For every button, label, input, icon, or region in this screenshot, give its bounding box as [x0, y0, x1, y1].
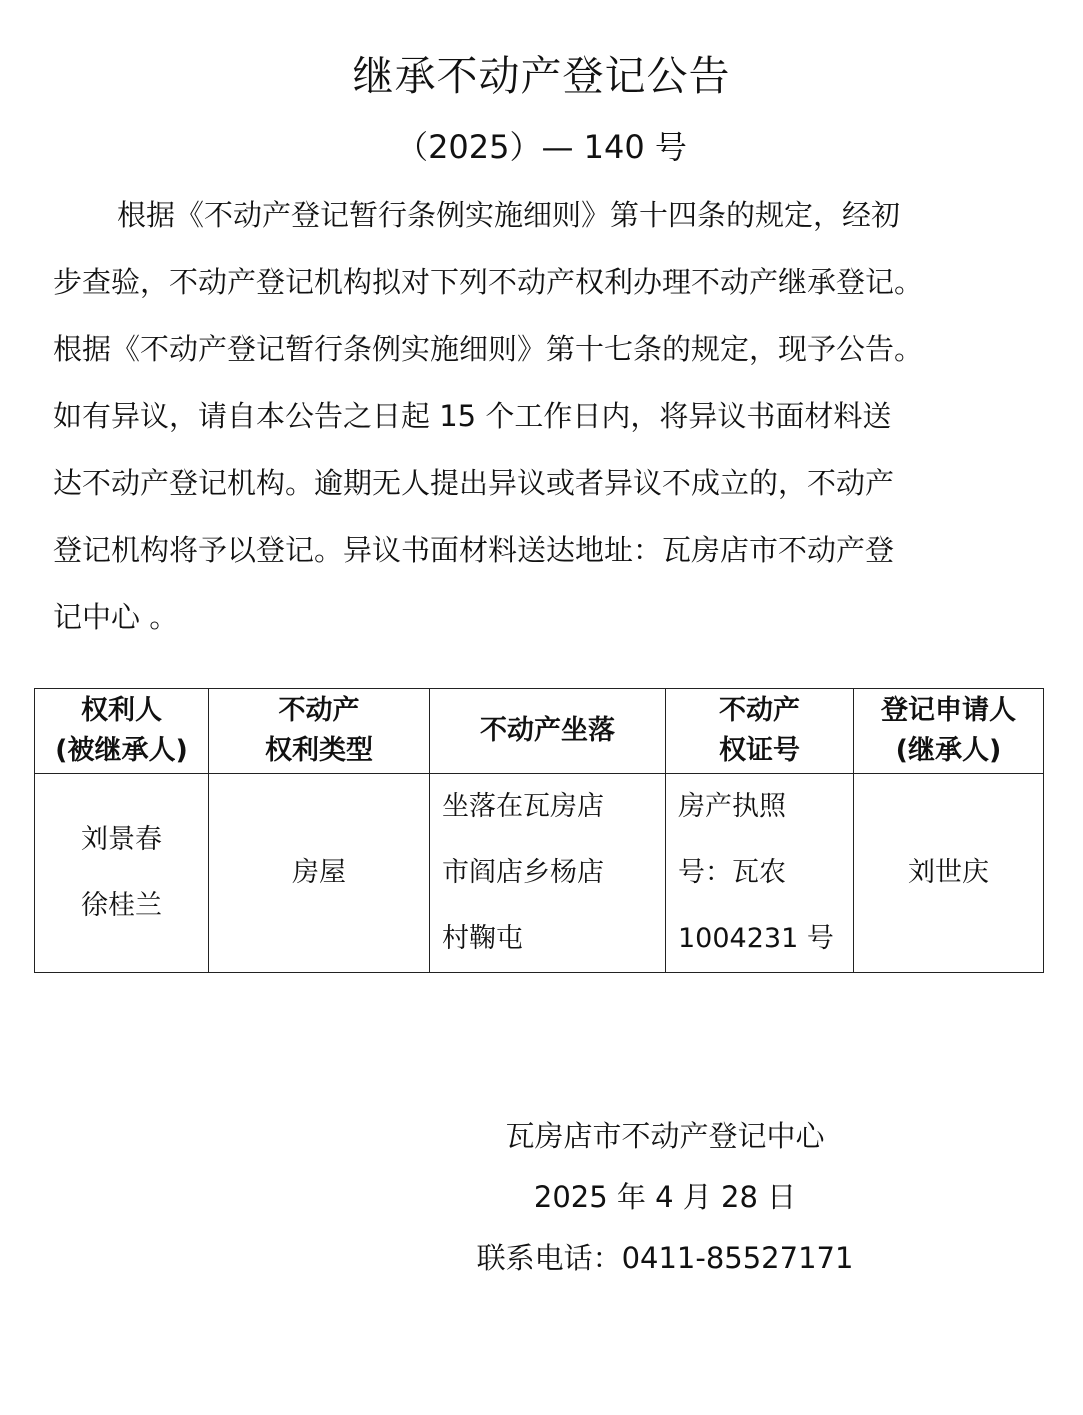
table-row: [35, 774, 1044, 973]
header-text: 权利类型: [265, 735, 373, 766]
body-line-5: 达不动产登记机构。逾期无人提出异议或者异议不成立的，不动产: [53, 466, 895, 500]
location-text: 市阎店乡杨店: [442, 857, 604, 888]
header-location: [430, 689, 666, 774]
cell-applicant: [854, 774, 1044, 973]
table-header-row: [35, 689, 1044, 774]
certificate-text: 1004231 号: [678, 923, 834, 954]
cell-certificate: [666, 774, 854, 973]
notice-title: 继承不动产登记公告: [352, 52, 731, 100]
body-line-4: 如有异议，请自本公告之日起 15 个工作日内，将异议书面材料送: [53, 399, 892, 433]
header-text: 权利人: [81, 695, 162, 726]
cell-right-type: [209, 774, 430, 973]
location-text: 坐落在瓦房店: [442, 791, 604, 822]
header-text: 登记申请人: [881, 695, 1016, 726]
body-line-6: 登记机构将予以登记。异议书面材料送达地址：瓦房店市不动产登: [53, 533, 895, 567]
issue-date: 2025 年 4 月 28 日: [533, 1180, 797, 1214]
header-applicant: [854, 689, 1044, 774]
body-line-2: 步查验，不动产登记机构拟对下列不动产权利办理不动产继承登记。: [53, 265, 924, 299]
holder-name: 徐桂兰: [81, 890, 162, 921]
header-text: (被继承人): [55, 735, 188, 766]
cell-location: [430, 774, 666, 973]
contact-phone: 联系电话：0411-85527171: [476, 1241, 854, 1275]
header-certificate: [666, 689, 854, 774]
header-text: 不动产: [719, 695, 800, 726]
header-text: 权证号: [719, 735, 800, 766]
notice-body: [53, 182, 1033, 651]
body-line-7: 记中心 。: [53, 600, 179, 634]
issuing-agency: 瓦房店市不动产登记中心: [505, 1119, 825, 1153]
certificate-text: 号：瓦农: [678, 857, 786, 888]
header-text: (继承人): [895, 735, 1002, 766]
body-line-3: 根据《不动产登记暂行条例实施细则》第十七条的规定，现予公告。: [53, 332, 924, 366]
header-text: 不动产坐落: [480, 715, 615, 746]
right-type-text: 房屋: [292, 857, 346, 888]
cell-right-holders: [35, 774, 209, 973]
header-right-holder: [35, 689, 209, 774]
holder-name: 刘景春: [81, 824, 162, 855]
body-line-1: 根据《不动产登记暂行条例实施细则》第十四条的规定，经初: [117, 198, 901, 232]
applicant-name: 刘世庆: [908, 857, 989, 888]
document-number: （2025）— 140 号: [396, 128, 687, 166]
registration-table: [34, 688, 1044, 973]
header-right-type: [209, 689, 430, 774]
location-text: 村鞠屯: [442, 923, 523, 954]
certificate-text: 房产执照: [678, 791, 786, 822]
notice-footer: [430, 1106, 900, 1289]
header-text: 不动产: [278, 695, 360, 726]
